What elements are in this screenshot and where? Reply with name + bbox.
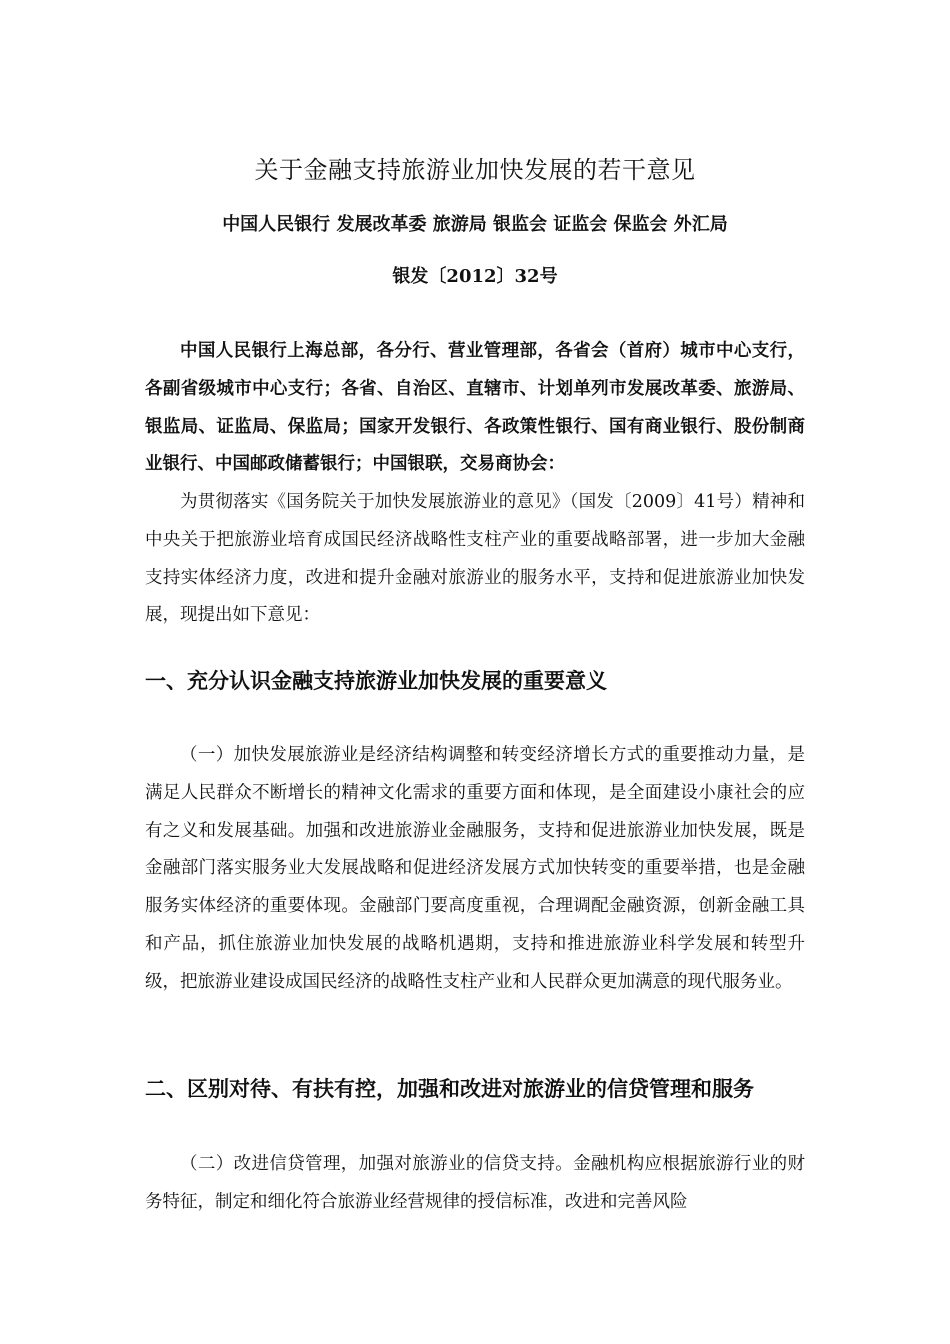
document-title: 关于金融支持旅游业加快发展的若干意见 (254, 156, 696, 184)
document-number: 银发〔2012〕32号 (392, 266, 558, 287)
intro-paragraph: 为贯彻落实《国务院关于加快发展旅游业的意见》（国发〔2009〕41号）精神和中央关于把旅游业培育成国民经济战略性支柱产业的重要战略部署，进一步加大金融支持实体经济力度，改进和提升金融对旅游业的服务水平，支持和促进旅游业加快发展，现提出如下意见： (145, 492, 805, 626)
section-heading-1: 一、充分认识金融支持旅游业加快发展的重要意义 (145, 668, 607, 693)
addressee-paragraph: 中国人民银行上海总部，各分行、营业管理部，各省会（首府）城市中心支行，各副省级城市中心支行；各省、自治区、直辖市、计划单列市发展改革委、旅游局、银监局、证监局、保监局；国家开发银行、各政策性银行、国有商业银行、股份制商业银行、中国邮政储蓄银行；中国银联，交易商协会： (145, 341, 805, 475)
section-paragraph-1: （一）加快发展旅游业是经济结构调整和转变经济增长方式的重要推动力量，是满足人民群众不断增长的精神文化需求的重要方面和体现，是全面建设小康社会的应有之义和发展基础。加强和改进旅游业金融服务，支持和促进旅游业加快发展，既是金融部门落实服务业大发展战略和促进经济发展方式加快转变的重要举措，也是金融服务实体经济的重要体现。金融部门要高度重视，合理调配金融资源，创新金融工具和产品，抓住旅游业加快发展的战略机遇期，支持和推进旅游业科学发展和转型升级，把旅游业建设成国民经济的战略性支柱产业和人民群众更加满意的现代服务业。 (145, 745, 805, 992)
section-heading-2: 二、区别对待、有扶有控，加强和改进对旅游业的信贷管理和服务 (145, 1076, 754, 1101)
section-paragraph-2: （二）改进信贷管理，加强对旅游业的信贷支持。金融机构应根据旅游行业的财务特征，制定和细化符合旅游业经营规律的授信标准，改进和完善风险 (145, 1154, 805, 1212)
issuing-authorities: 中国人民银行 发展改革委 旅游局 银监会 证监会 保监会 外汇局 (222, 214, 728, 235)
